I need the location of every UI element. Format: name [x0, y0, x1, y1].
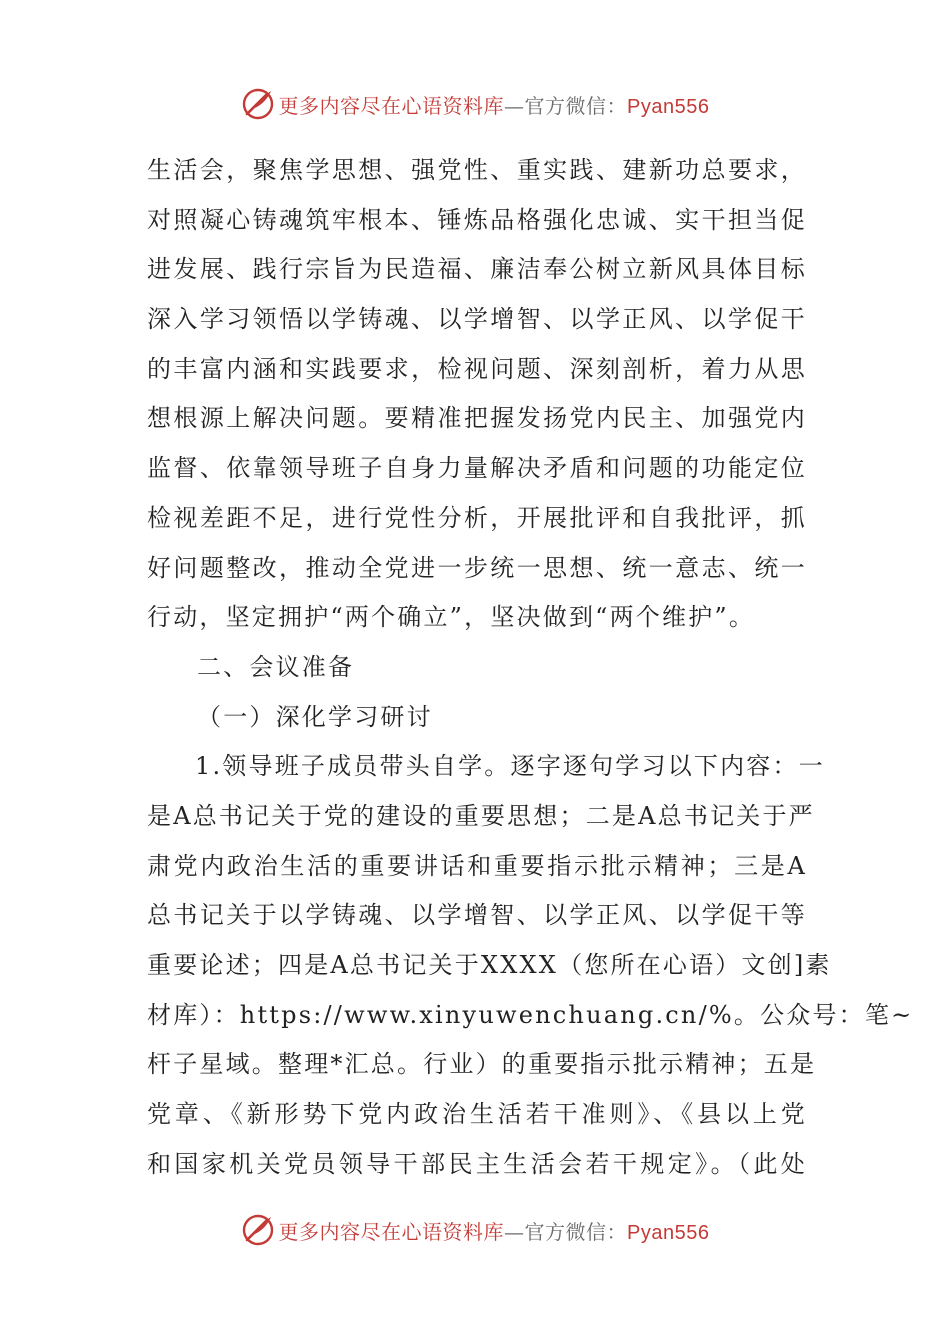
text-line: 监督、依靠领导班子自身力量解决矛盾和问题的功能定位 — [147, 454, 807, 483]
text-line: 和国家机关党员领导干部民主生活会若干规定》。（此处 — [147, 1149, 807, 1178]
text-line: 想根源上解决问题。要精准把握发扬党内民主、加强党内 — [147, 404, 807, 433]
text-line: 对照凝心铸魂筑牢根本、锤炼品格强化忠诚、实干担当促 — [147, 205, 807, 234]
text-line: 好问题整改，推动全党进一步统一思想、统一意志、统一 — [147, 553, 807, 582]
section-heading: 二、会议准备 — [197, 652, 355, 681]
text-line: 检视差距不足，进行党性分析，开展批评和自我批评，抓 — [147, 503, 807, 532]
header-watermark — [0, 84, 950, 124]
watermark-text: 更多内容尽在心语资料库—官方微信：Pyan556 — [278, 93, 710, 118]
text-line: 总书记关于以学铸魂、以学增智、以学正风、以学促干等 — [147, 901, 807, 930]
text-line: 1.领导班子成员带头自学。逐字逐句学习以下内容：一 — [195, 752, 825, 781]
text-line: 是A总书记关于党的建设的重要思想；二是A总书记关于严 — [147, 801, 815, 830]
subsection-heading: （一）深化学习研讨 — [197, 702, 433, 731]
text-line: 党章、《新形势下党内政治生活若干准则》、《县以上党 — [147, 1100, 807, 1129]
document-body — [147, 146, 914, 1189]
text-line: 杆子星域。整理*汇总。行业）的重要指示批示精神；五是 — [147, 1050, 817, 1079]
text-line: 行动，坚定拥护“两个确立”，坚决做到“两个维护”。 — [147, 603, 756, 632]
text-line: 进发展、践行宗旨为民造福、廉洁奉公树立新风具体目标 — [147, 255, 807, 284]
text-line: 肃党内政治生活的重要讲话和重要指示批示精神；三是A — [147, 851, 807, 880]
footer-watermark — [0, 1210, 950, 1250]
text-line: 材库）：https://www.xinyuwenchuang.cn/%。公众号：笔~ — [147, 1000, 914, 1029]
text-line: 深入学习领悟以学铸魂、以学增智、以学正风、以学促干 — [147, 305, 807, 334]
quill-logo-icon — [241, 1213, 275, 1247]
text-line: 生活会，聚焦学思想、强党性、重实践、建新功总要求， — [147, 156, 807, 184]
text-line: 重要论述；四是A总书记关于XXXX（您所在心语）文创]素 — [147, 951, 832, 979]
text-line: 的丰富内涵和实践要求，检视问题、深刻剖析，着力从思 — [147, 354, 807, 383]
watermark-text: 更多内容尽在心语资料库—官方微信：Pyan556 — [278, 1219, 710, 1244]
quill-logo-icon — [241, 87, 275, 121]
